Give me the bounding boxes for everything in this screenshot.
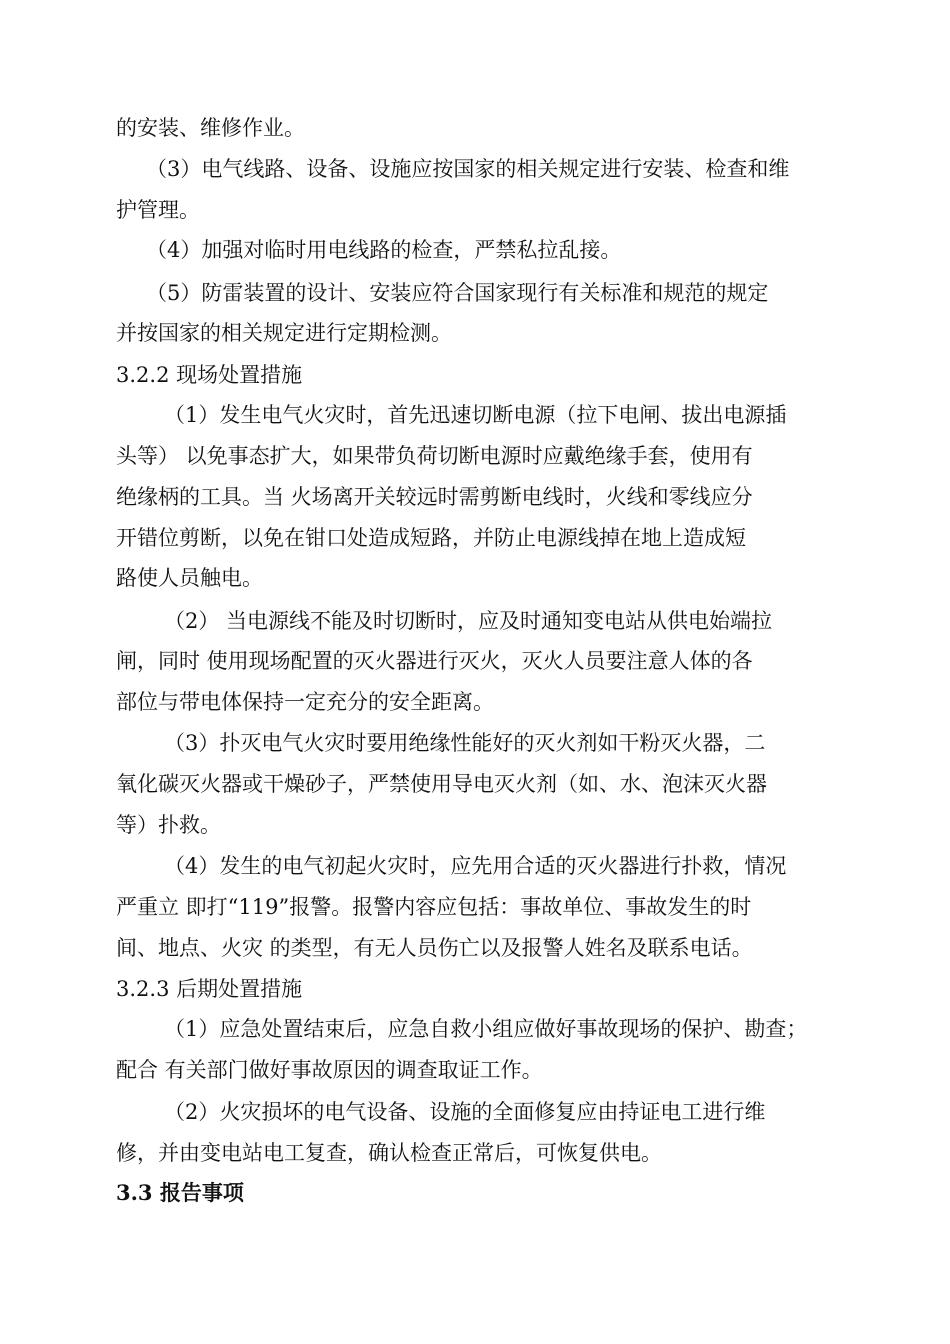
section-heading: 3.2.3 后期处置措施 [116, 977, 303, 1001]
text-line: （2）火灾损坏的电气设备、设施的全面修复应由持证电工进行维 [164, 1100, 766, 1124]
text-line: 护管理。 [116, 198, 200, 222]
text-line: 并按国家的相关规定进行定期检测。 [116, 321, 452, 345]
text-line: 头等） 以免事态扩大，如果带负荷切断电源时应戴绝缘手套，使用有 [116, 444, 753, 468]
text-line: 闸，同时 使用现场配置的灭火器进行灭火，灭火人员要注意人体的各 [116, 649, 753, 673]
text-line: （3）扑灭电气火灾时要用绝缘性能好的灭火剂如干粉灭火器，二 [164, 731, 766, 755]
text-line: 配合 有关部门做好事故原因的调查取证工作。 [116, 1058, 543, 1082]
text-line: （1）应急处置结束后，应急自救小组应做好事故现场的保护、勘查； [164, 1017, 808, 1041]
text-line: 严重立 即打“119”报警。报警内容应包括：事故单位、事故发生的时 [116, 895, 752, 919]
section-heading: 3.2.2 现场处置措施 [116, 363, 303, 387]
text-line: （5）防雷装置的设计、安装应符合国家现行有关标准和规范的规定 [146, 281, 769, 305]
text-line: 部位与带电体保持一定充分的安全距离。 [116, 690, 494, 714]
text-line: （3）电气线路、设备、设施应按国家的相关规定进行安装、检查和维 [146, 157, 790, 181]
section-heading-bold: 3.3 报告事项 [116, 1180, 244, 1205]
text-line: 修，并由变电站电工复查，确认检查正常后，可恢复供电。 [116, 1141, 662, 1165]
text-line: （4）加强对临时用电线路的检查，严禁私拉乱接。 [146, 238, 622, 262]
text-line: 的安装、维修作业。 [116, 116, 305, 140]
text-line: （2） 当电源线不能及时切断时，应及时通知变电站从供电始端拉 [164, 609, 773, 633]
text-line: 开错位剪断，以免在钳口处造成短路，并防止电源线掉在地上造成短 [116, 526, 746, 550]
text-line: （1）发生电气火灾时，首先迅速切断电源（拉下电闸、拔出电源插 [164, 403, 787, 427]
text-line: 绝缘柄的工具。当 火场离开关较远时需剪断电线时，火线和零线应分 [116, 485, 753, 509]
text-line: 等）扑救。 [116, 813, 221, 837]
text-line: （4）发生的电气初起火灾时，应先用合适的灭火器进行扑救，情况 [164, 854, 787, 878]
text-line: 氧化碳灭火器或干燥砂子，严禁使用导电灭火剂（如、水、泡沫灭火器 [116, 772, 767, 796]
text-line: 路使人员触电。 [116, 566, 263, 590]
text-line: 间、地点、火灾 的类型，有无人员伤亡以及报警人姓名及联系电话。 [116, 936, 753, 960]
